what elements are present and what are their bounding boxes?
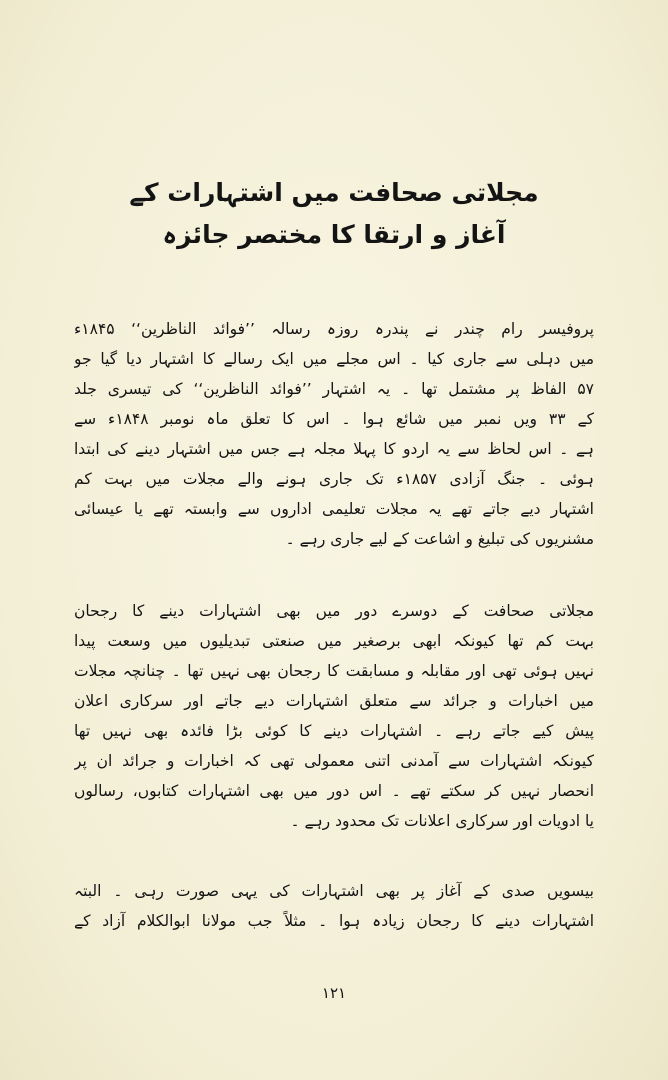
- title-line-2: آغاز و ارتقا کا مختصر جائزہ: [162, 220, 506, 249]
- paragraph-1: [74, 314, 594, 554]
- text-line: پروفیسر رام چندر نے پندرہ روزہ رسالہ ’’فوائد الناظرین‘‘ ۱۸۴۵ء: [74, 320, 594, 338]
- text-line: میں اخبارات و جرائد سے متعلق اشتہارات دیے جاتے اور سرکاری اعلان: [74, 692, 594, 710]
- text-line: پیش کیے جاتے رہے ۔ اشتہارات دینے کا کوئی بڑا فائدہ بھی نہیں تھا: [74, 722, 594, 740]
- text-line: بہت کم تھا کیونکہ ابھی برصغیر میں صنعتی تبدیلیوں میں وسعت پیدا: [74, 632, 594, 650]
- paragraph-3: [74, 876, 594, 936]
- text-line: اشتہارات دینے کا رجحان زیادہ ہوا ۔ مثلاً جب مولانا ابوالکلام آزاد کے: [74, 912, 594, 930]
- text-line: کے ۳۳ ویں نمبر میں شائع ہوا ۔ اس کا تعلق ماہ نومبر ۱۸۴۸ء سے: [74, 410, 594, 428]
- paragraph-2: [74, 596, 594, 836]
- text-line: اشتہار دیے جاتے تھے یہ مجلات تعلیمی اداروں سے وابستہ تھے یا عیسائی: [74, 500, 594, 518]
- text-line: انحصار نہیں کر سکتے تھے ۔ اس دور میں بھی اشتہارات کتابوں، رسالوں: [74, 782, 594, 800]
- text-line: ہوئی ۔ جنگ آزادی ۱۸۵۷ء تک جاری ہونے والے مجلات میں بہت کم: [74, 470, 594, 488]
- text-line: بیسویں صدی کے آغاز پر بھی اشتہارات کی یہی صورت رہی ۔ البتہ: [74, 882, 594, 900]
- text-line: مشنریوں کی تبلیغ و اشاعت کے لیے جاری رہے ۔: [285, 530, 594, 548]
- title-line-1: مجلاتی صحافت میں اشتہارات کے: [129, 178, 539, 207]
- page-number: ۱۲۱: [321, 984, 347, 1002]
- text-line: میں دہلی سے جاری کیا ۔ اس مجلے میں ایک رسالے کا اشتہار دیا گیا جو: [74, 350, 594, 368]
- text-line: ہے ۔ اس لحاظ سے یہ اردو کا پہلا مجلہ ہے جس میں اشتہار دینے کی ابتدا: [74, 440, 594, 458]
- article-title: [80, 172, 588, 256]
- text-line: یا ادویات اور سرکاری اعلانات تک محدود رہے ۔: [290, 812, 594, 830]
- text-line: مجلاتی صحافت کے دوسرے دور میں بھی اشتہارات دینے کا رجحان: [74, 602, 594, 620]
- text-line: ۵۷ الفاظ پر مشتمل تھا ۔ یہ اشتہار ’’فوائد الناظرین‘‘ کی تیسری جلد: [74, 380, 594, 398]
- text-line: کیونکہ اشتہارات سے آمدنی اتنی معمولی تھی کہ اخبارات و جرائد ان پر: [74, 752, 594, 770]
- text-line: نہیں ہوئی تھی اور مقابلہ و مسابقت کا رجحان بھی نہیں تھا ۔ چنانچہ مجلات: [74, 662, 594, 680]
